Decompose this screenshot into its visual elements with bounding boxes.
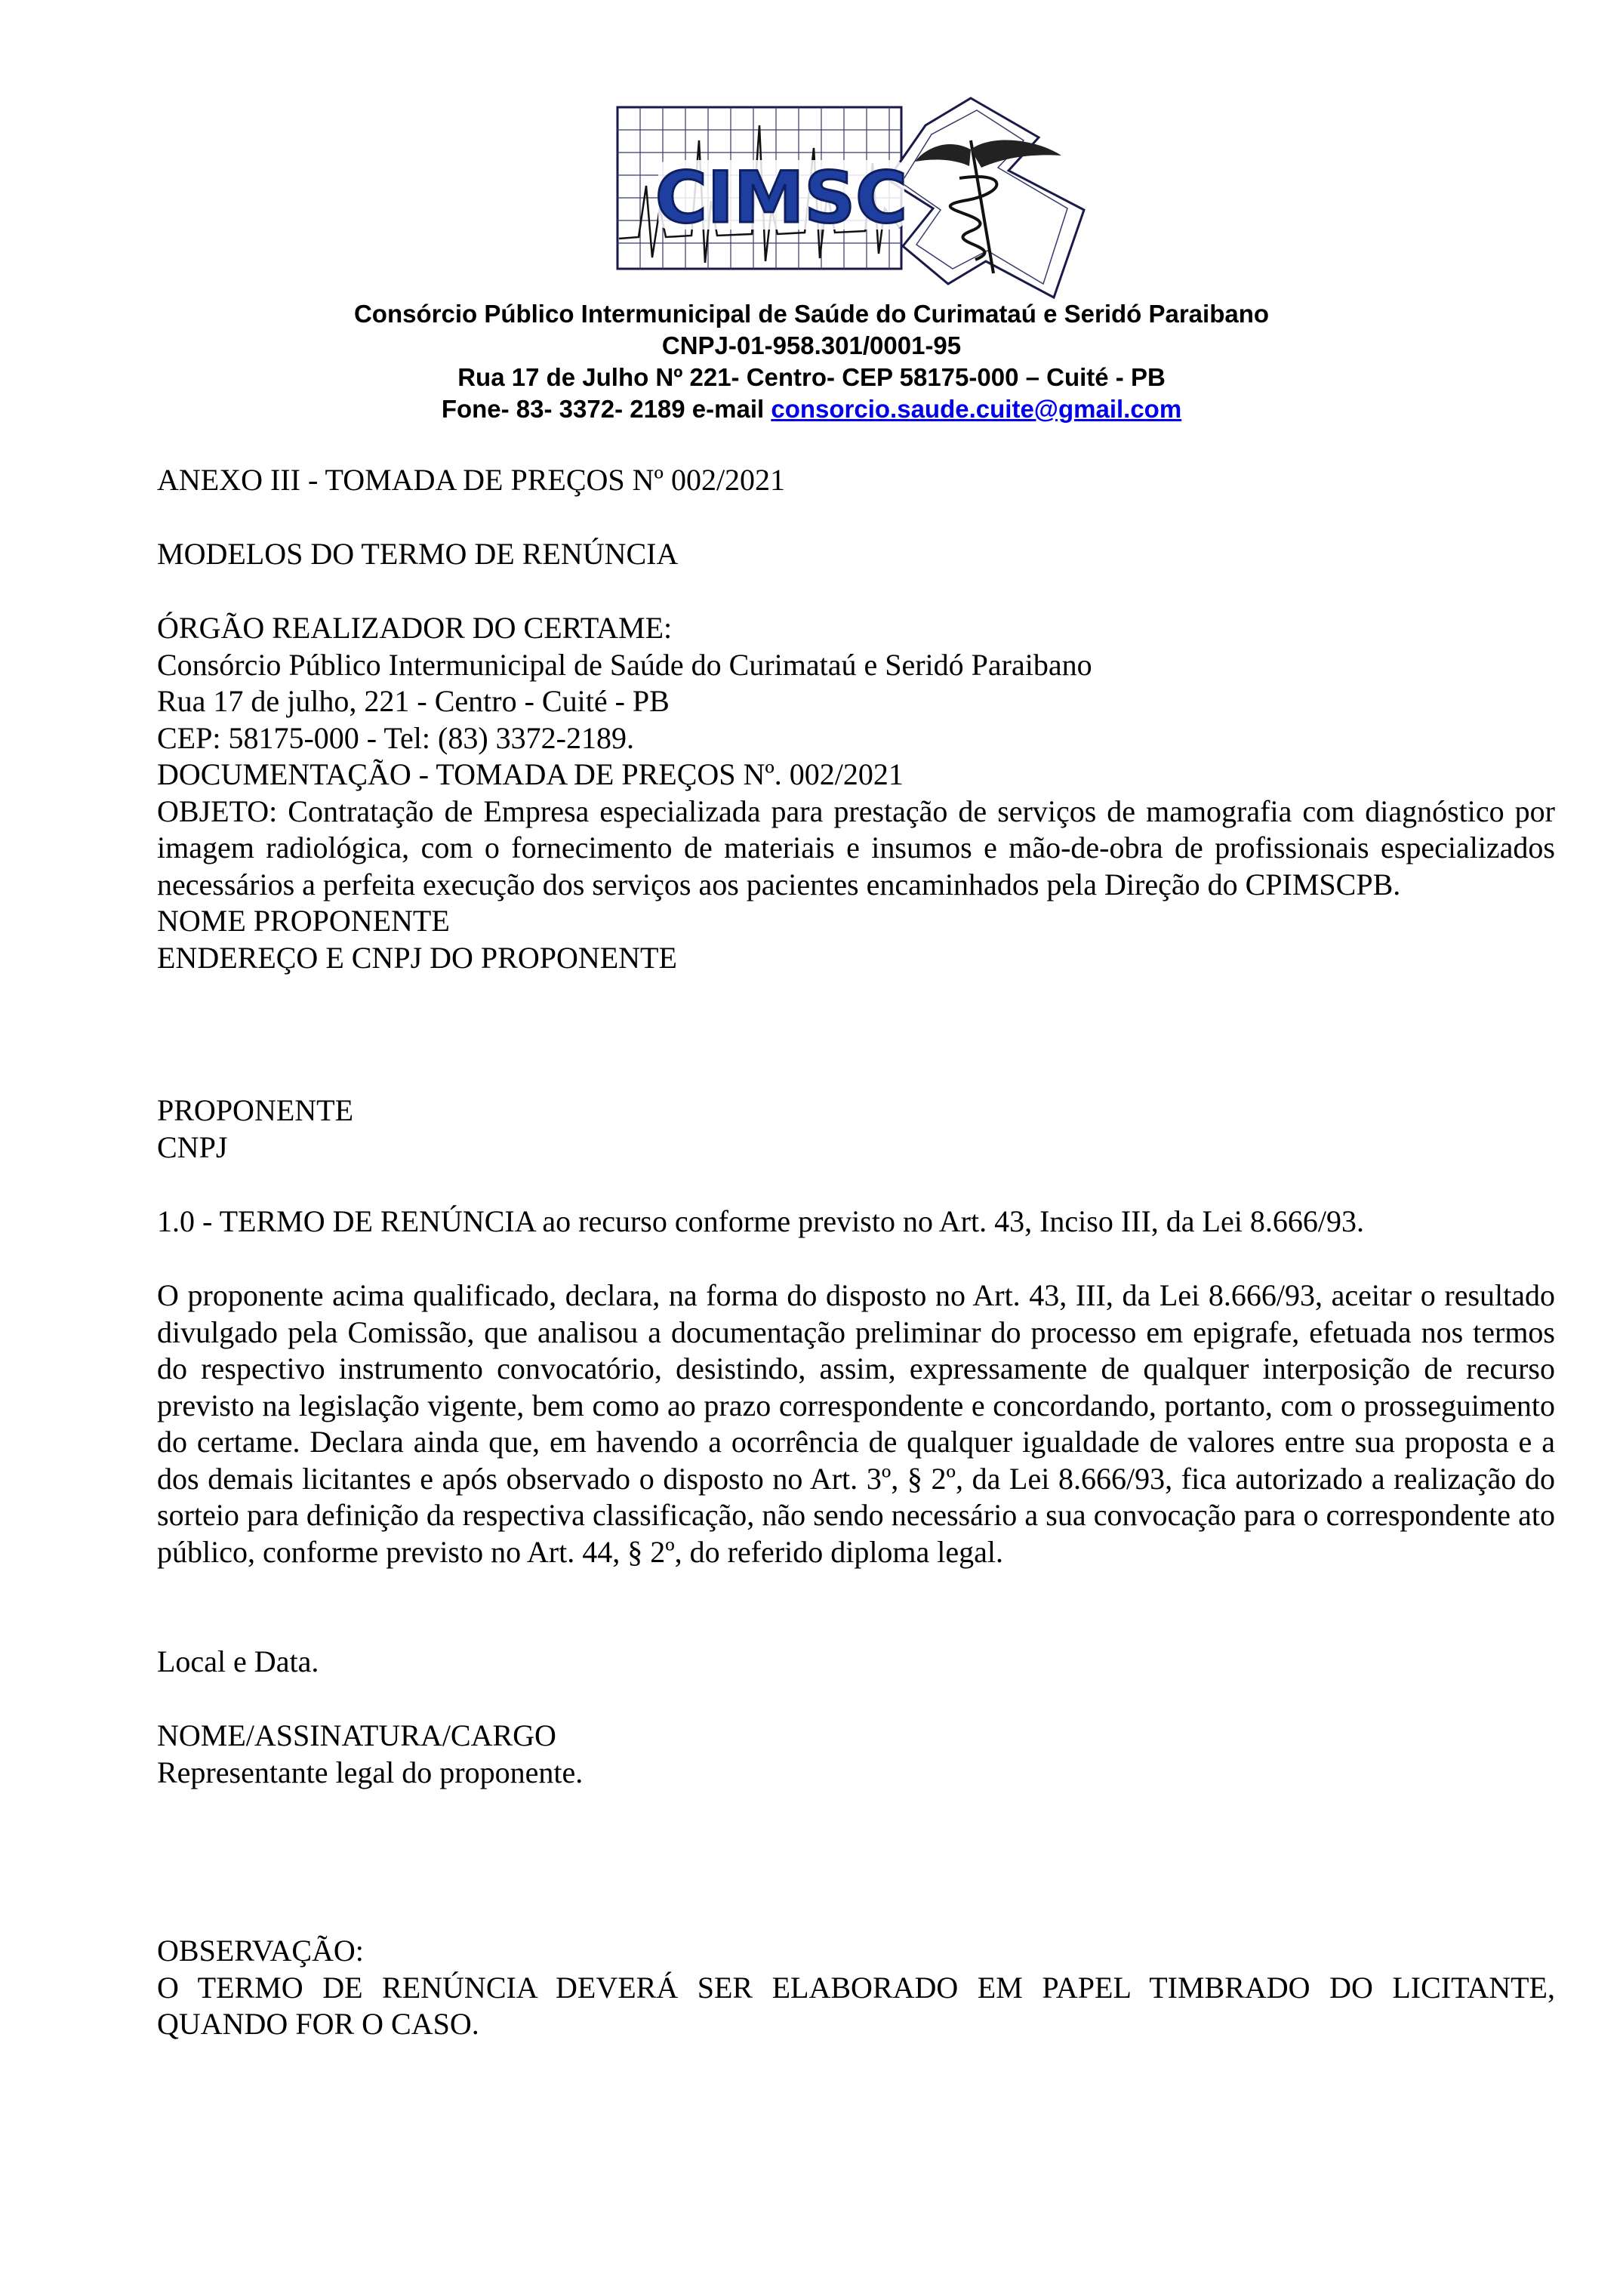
legal-rep-label: Representante legal do proponente. (157, 1755, 584, 1789)
object-paragraph: OBJETO: Contratação de Empresa especializada para prestação de serviços de mamografia com diagnóstico por imagem radiológica, com o fornecimento de materiais e insumos e mão-de-obra de profissionais especializados necessários a perfeita execução dos serviços aos pacientes encaminhados pela Direção do CPIMSCPB. (157, 794, 1555, 901)
bidder-name: NOME PROPONENTE (157, 904, 450, 938)
signature-label: NOME/ASSINATURA/CARGO (157, 1718, 556, 1752)
bidder-label: PROPONENTE (157, 1093, 354, 1127)
models-title: MODELOS DO TERMO DE RENÚNCIA (157, 537, 679, 571)
place-date: Local e Data. (157, 1644, 319, 1678)
cnpj-label: CNPJ (157, 1130, 228, 1164)
annex-title: ANEXO III - TOMADA DE PREÇOS Nº 002/2021 (157, 463, 786, 497)
organ-name: Consórcio Público Intermunicipal de Saúde do Curimataú e Seridó Paraibano (157, 647, 1092, 682)
note-block (157, 1933, 1555, 2043)
cimsc-logo (616, 95, 1102, 299)
org-contact (0, 394, 1623, 424)
org-cnpj: CNPJ-01-958.301/0001-95 (661, 331, 962, 359)
note-label: OBSERVAÇÃO: (157, 1934, 364, 1968)
organ-cep-tel: CEP: 58175-000 - Tel: (83) 3372-2189. (157, 720, 634, 755)
bidder-address: ENDEREÇO E CNPJ DO PROPONENTE (157, 940, 677, 975)
org-address: Rua 17 de Julho Nº 221- Centro- CEP 58175-000 – Cuité - PB (457, 363, 1166, 391)
logo-text: CIMSC (654, 157, 908, 239)
phone-label: Fone- 83- 3372- 2189 e-mail (441, 395, 771, 423)
signature-block (157, 1718, 1555, 1791)
declaration-paragraph: O proponente acima qualificado, declara, na forma do disposto no Art. 43, III, da Lei 8.666/93, aceitar o resultado divulgado pela Comissão, que analisou a documentação preliminar do processo em epigrafe, efetuada nos termos do respectivo instrumento convocatório, desistindo, assim, expressamente de qualquer interposição de recurso previsto na legislação vigente, bem como ao prazo correspondente e concordando, portanto, com o prosseguimento do certame. Declara ainda que, em havendo a ocorrência de qualquer igualdade de valores entre sua proposta e a dos demais licitantes e após observado o disposto no Art. 3º, § 2º, da Lei 8.666/93, fica autorizado a realização do sorteio para definição da respectiva classificação, não sendo necessário a sua convocação para o correspondente ato público, conforme previsto no Art. 44, § 2º, do referido diploma legal. (157, 1278, 1555, 1569)
bidder-block (157, 1093, 1555, 1166)
email-link[interactable]: consorcio.saude.cuite@gmail.com (771, 395, 1182, 423)
declaration-block (157, 1277, 1555, 1570)
documentation-title: DOCUMENTAÇÃO - TOMADA DE PREÇOS Nº. 002/2021 (157, 757, 904, 791)
organ-block (157, 610, 1555, 976)
note-text: O TERMO DE RENÚNCIA DEVERÁ SER ELABORADO EM PAPEL TIMBRADO DO LICITANTE, QUANDO FOR O CASO. (157, 1970, 1555, 2041)
org-name: Consórcio Público Intermunicipal de Saúde do Curimataú e Seridó Paraibano (353, 300, 1270, 328)
organ-label: ÓRGÃO REALIZADOR DO CERTAME: (157, 611, 673, 645)
term-title: 1.0 - TERMO DE RENÚNCIA ao recurso conforme previsto no Art. 43, Inciso III, da Lei 8.666/93. (157, 1204, 1364, 1238)
organ-address: Rua 17 de julho, 221 - Centro - Cuité - PB (157, 684, 670, 718)
